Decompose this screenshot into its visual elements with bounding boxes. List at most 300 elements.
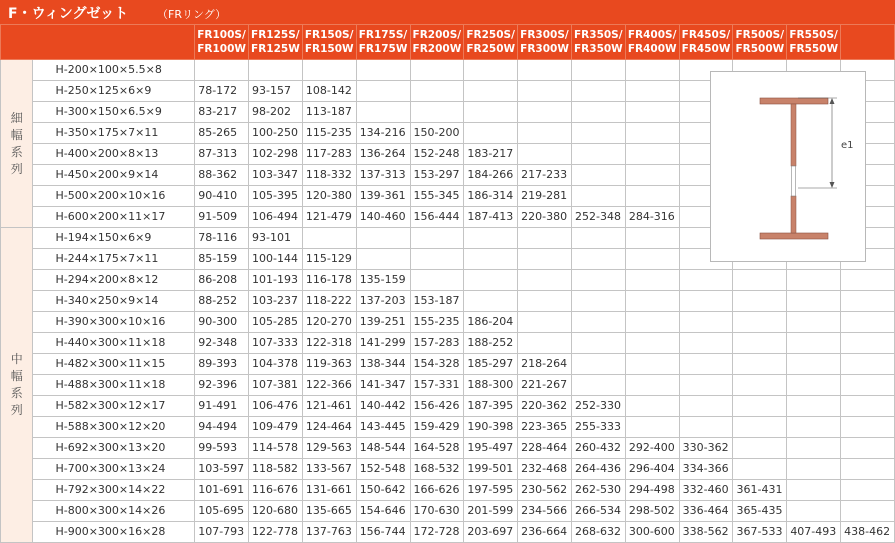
range-cell: 185-297 [464,354,518,375]
range-cell: 184-266 [464,165,518,186]
range-cell [518,312,572,333]
range-cell [518,291,572,312]
table-row [1,501,895,522]
range-cell: 120-680 [249,501,303,522]
range-cell [787,417,841,438]
range-cell: 268-632 [572,522,626,543]
range-cell [518,270,572,291]
range-cell: 101-193 [249,270,303,291]
range-cell [787,333,841,354]
range-cell [195,60,249,81]
column-header-line-1: FR450S/ [681,29,731,41]
range-cell [464,291,518,312]
range-cell: 88-252 [195,291,249,312]
range-cell: 156-444 [410,207,464,228]
range-cell: 170-630 [410,501,464,522]
range-cell: 86-208 [195,270,249,291]
range-cell: 187-413 [464,207,518,228]
range-cell [572,60,626,81]
column-header-line-2: FR550W [789,43,839,55]
range-cell [410,81,464,102]
range-cell [841,438,895,459]
beam-size-cell: H-900×300×16×28 [33,522,195,543]
range-cell [841,291,895,312]
range-cell: 152-248 [410,144,464,165]
range-cell: 217-233 [518,165,572,186]
column-header-line-1: FR175S/ [358,29,408,41]
range-cell [625,270,679,291]
range-cell [787,354,841,375]
range-cell: 115-235 [302,123,356,144]
range-cell [572,228,626,249]
range-cell [625,186,679,207]
range-cell: 262-530 [572,480,626,501]
range-cell [518,249,572,270]
range-cell [625,81,679,102]
range-cell: 118-582 [249,459,303,480]
beam-size-cell: H-482×300×11×15 [33,354,195,375]
range-cell: 220-380 [518,207,572,228]
range-cell [464,228,518,249]
group-label-char: 幅 [10,127,23,142]
range-cell: 141-299 [356,333,410,354]
range-cell: 264-436 [572,459,626,480]
group-label-char: 列 [10,161,23,176]
range-cell: 143-445 [356,417,410,438]
column-header [679,25,733,60]
column-header-line-1: FR350S/ [574,29,623,41]
range-cell [518,60,572,81]
range-cell [787,501,841,522]
range-cell: 407-493 [787,522,841,543]
range-cell: 113-187 [302,102,356,123]
range-cell: 118-332 [302,165,356,186]
range-cell: 300-600 [625,522,679,543]
range-cell: 166-626 [410,480,464,501]
table-row [1,291,895,312]
range-cell: 197-595 [464,480,518,501]
range-cell: 116-178 [302,270,356,291]
range-cell [572,81,626,102]
range-cell [787,312,841,333]
range-cell: 336-464 [679,501,733,522]
range-cell [410,228,464,249]
range-cell [572,186,626,207]
range-cell: 92-396 [195,375,249,396]
range-cell: 134-216 [356,123,410,144]
range-cell: 190-398 [464,417,518,438]
range-cell: 155-235 [410,312,464,333]
range-cell: 118-222 [302,291,356,312]
range-cell [679,354,733,375]
range-cell [841,417,895,438]
range-cell: 438-462 [841,522,895,543]
range-cell: 100-250 [249,123,303,144]
range-cell: 121-461 [302,396,356,417]
range-cell: 137-313 [356,165,410,186]
range-cell: 186-314 [464,186,518,207]
range-cell: 90-300 [195,312,249,333]
beam-size-cell: H-692×300×13×20 [33,438,195,459]
range-cell: 131-661 [302,480,356,501]
range-cell: 266-534 [572,501,626,522]
table-row [1,522,895,543]
range-cell: 228-464 [518,438,572,459]
range-cell: 122-366 [302,375,356,396]
range-cell: 255-333 [572,417,626,438]
range-cell: 102-298 [249,144,303,165]
h-beam-figure [710,71,866,262]
range-cell [679,375,733,396]
range-cell [733,291,787,312]
range-cell [518,333,572,354]
range-cell: 106-494 [249,207,303,228]
range-cell: 154-646 [356,501,410,522]
range-cell: 218-264 [518,354,572,375]
range-cell [625,417,679,438]
arrow-down [830,182,835,188]
range-cell: 203-697 [464,522,518,543]
range-cell: 223-365 [518,417,572,438]
beam-size-cell: H-450×200×9×14 [33,165,195,186]
top-flange [760,98,828,104]
range-cell: 78-172 [195,81,249,102]
web-lower [791,196,796,233]
column-header-line-1: FR250S/ [466,29,515,41]
range-cell [572,102,626,123]
range-cell: 152-548 [356,459,410,480]
range-cell: 90-410 [195,186,249,207]
range-cell [733,270,787,291]
range-cell: 332-460 [679,480,733,501]
range-cell [572,249,626,270]
column-header-line-2: FR400W [627,43,677,55]
column-header-line-1: FR500S/ [735,29,785,41]
range-cell: 139-251 [356,312,410,333]
range-cell: 157-331 [410,375,464,396]
range-cell [625,291,679,312]
range-cell: 133-567 [302,459,356,480]
range-cell [625,60,679,81]
column-header-line-2: FR350W [574,43,623,55]
column-header [518,25,572,60]
range-cell: 252-348 [572,207,626,228]
table-row [1,459,895,480]
range-cell: 201-599 [464,501,518,522]
range-cell [572,312,626,333]
range-cell: 117-283 [302,144,356,165]
range-cell [841,375,895,396]
range-cell: 330-362 [679,438,733,459]
table-row [1,417,895,438]
table-row [1,438,895,459]
beam-size-cell: H-440×300×11×18 [33,333,195,354]
group-label-char: 中 [10,352,23,366]
bottom-flange [760,233,828,239]
range-cell: 159-429 [410,417,464,438]
range-cell: 284-316 [625,207,679,228]
column-header [410,25,464,60]
range-cell [464,60,518,81]
range-cell [841,312,895,333]
beam-size-cell: H-244×175×7×11 [33,249,195,270]
range-cell [410,249,464,270]
beam-size-cell: H-800×300×14×26 [33,501,195,522]
range-cell: 187-395 [464,396,518,417]
table-row [1,354,895,375]
title-bar [0,0,895,24]
range-cell: 296-404 [625,459,679,480]
column-header [841,25,895,60]
beam-size-cell: H-300×150×6.5×9 [33,102,195,123]
column-header-line-2: FR250W [466,43,516,55]
range-cell [625,165,679,186]
range-cell: 106-476 [249,396,303,417]
range-cell [572,375,626,396]
range-cell: 140-460 [356,207,410,228]
range-cell: 119-363 [302,354,356,375]
range-cell [679,396,733,417]
column-header-line-1: FR200S/ [412,29,462,41]
range-cell: 186-204 [464,312,518,333]
beam-size-cell: H-600×200×11×17 [33,207,195,228]
range-cell [625,396,679,417]
range-cell: 93-101 [249,228,303,249]
range-cell: 124-464 [302,417,356,438]
range-cell [733,459,787,480]
range-cell [625,333,679,354]
range-cell: 252-330 [572,396,626,417]
range-cell [464,81,518,102]
range-cell: 154-328 [410,354,464,375]
range-cell [410,102,464,123]
range-cell: 88-362 [195,165,249,186]
range-cell: 294-498 [625,480,679,501]
range-cell [625,102,679,123]
range-cell: 103-597 [195,459,249,480]
range-cell [679,270,733,291]
range-cell [572,144,626,165]
range-cell: 172-728 [410,522,464,543]
range-cell [572,165,626,186]
dimension-label: e1 [841,140,854,151]
range-cell: 195-497 [464,438,518,459]
beam-size-cell: H-250×125×6×9 [33,81,195,102]
column-header [302,25,356,60]
range-cell: 150-642 [356,480,410,501]
column-header-line-1: FR125S/ [251,29,300,41]
range-cell: 120-270 [302,312,356,333]
column-header-line-2: FR450W [681,43,731,55]
table-row [1,375,895,396]
range-cell [518,123,572,144]
group-label [1,60,33,228]
range-cell: 338-562 [679,522,733,543]
table-row [1,270,895,291]
range-cell: 199-501 [464,459,518,480]
range-cell [787,396,841,417]
range-cell [356,228,410,249]
range-cell [787,291,841,312]
range-cell: 87-313 [195,144,249,165]
range-cell [841,459,895,480]
group-label-char: 細 [10,110,23,125]
range-cell [733,438,787,459]
column-header-line-2: FR125W [251,43,300,55]
range-cell [518,228,572,249]
range-cell [625,312,679,333]
group-label [1,228,33,543]
range-cell [733,396,787,417]
range-cell: 138-344 [356,354,410,375]
group-label-char: 幅 [10,369,23,383]
range-cell [787,375,841,396]
range-cell: 109-479 [249,417,303,438]
range-cell: 168-532 [410,459,464,480]
range-cell: 129-563 [302,438,356,459]
range-cell: 121-479 [302,207,356,228]
range-cell: 221-267 [518,375,572,396]
column-header-line-1: FR300S/ [520,29,569,41]
range-cell [572,291,626,312]
range-cell: 155-345 [410,186,464,207]
range-cell: 85-265 [195,123,249,144]
range-cell: 108-142 [302,81,356,102]
column-header-line-2: FR300W [520,43,569,55]
range-cell [625,375,679,396]
beam-size-cell: H-488×300×11×18 [33,375,195,396]
range-cell: 232-468 [518,459,572,480]
range-cell [518,144,572,165]
range-cell: 148-544 [356,438,410,459]
range-cell: 135-159 [356,270,410,291]
column-header-line-2: FR500W [735,43,785,55]
range-cell: 99-593 [195,438,249,459]
range-cell: 103-237 [249,291,303,312]
range-cell: 164-528 [410,438,464,459]
range-cell: 105-285 [249,312,303,333]
range-cell [572,270,626,291]
group-label-char: 系 [10,386,23,400]
range-cell [464,123,518,144]
range-cell: 236-664 [518,522,572,543]
range-cell: 140-442 [356,396,410,417]
range-cell [410,60,464,81]
range-cell: 188-300 [464,375,518,396]
range-cell: 361-431 [733,480,787,501]
range-cell: 104-378 [249,354,303,375]
range-cell: 83-217 [195,102,249,123]
range-cell [625,144,679,165]
range-cell: 91-509 [195,207,249,228]
range-cell: 157-283 [410,333,464,354]
range-cell [356,102,410,123]
range-cell: 107-333 [249,333,303,354]
range-cell [249,60,303,81]
group-label-char: 系 [10,144,23,159]
range-cell [733,375,787,396]
beam-size-cell: H-350×175×7×11 [33,123,195,144]
range-cell [518,102,572,123]
range-cell: 78-116 [195,228,249,249]
column-header-line-1: FR400S/ [627,29,677,41]
range-cell: 85-159 [195,249,249,270]
range-cell [625,123,679,144]
range-cell [464,102,518,123]
column-header [464,25,518,60]
range-cell [356,81,410,102]
range-cell [787,480,841,501]
column-header-line-2: FR100W [197,43,246,55]
beam-size-cell: H-500×200×10×16 [33,186,195,207]
column-header [625,25,679,60]
range-cell [733,354,787,375]
beam-size-cell: H-588×300×12×20 [33,417,195,438]
range-cell [679,312,733,333]
table-row [1,312,895,333]
range-cell: 105-695 [195,501,249,522]
range-cell [787,438,841,459]
range-cell [787,459,841,480]
beam-size-cell: H-390×300×10×16 [33,312,195,333]
beam-size-cell: H-400×200×8×13 [33,144,195,165]
page-title: F・ウィングゼット [8,6,129,22]
beam-size-cell: H-200×100×5.5×8 [33,60,195,81]
range-cell [679,291,733,312]
range-cell: 183-217 [464,144,518,165]
range-cell: 98-202 [249,102,303,123]
table-row [1,396,895,417]
range-cell [841,396,895,417]
range-cell: 188-252 [464,333,518,354]
column-header-line-2: FR200W [412,43,462,55]
column-header [572,25,626,60]
column-header [356,25,410,60]
arrow-up [830,98,835,104]
range-cell: 230-562 [518,480,572,501]
range-cell [733,312,787,333]
range-cell: 92-348 [195,333,249,354]
range-cell: 91-491 [195,396,249,417]
range-cell [518,81,572,102]
column-header-line-2: FR175W [358,43,408,55]
beam-size-cell: H-340×250×9×14 [33,291,195,312]
range-cell [733,417,787,438]
range-cell: 150-200 [410,123,464,144]
range-cell: 105-395 [249,186,303,207]
range-cell: 122-318 [302,333,356,354]
range-cell: 137-203 [356,291,410,312]
range-cell [841,270,895,291]
range-cell: 234-566 [518,501,572,522]
column-header [733,25,787,60]
range-cell: 136-264 [356,144,410,165]
beam-size-cell: H-582×300×12×17 [33,396,195,417]
group-label-char: 列 [10,403,23,417]
range-cell [464,270,518,291]
beam-size-cell: H-700×300×13×24 [33,459,195,480]
range-cell: 115-129 [302,249,356,270]
range-cell: 122-778 [249,522,303,543]
range-cell [841,501,895,522]
range-cell: 89-393 [195,354,249,375]
range-cell: 156-426 [410,396,464,417]
range-cell [841,333,895,354]
range-cell [572,333,626,354]
range-cell: 107-381 [249,375,303,396]
range-cell [572,123,626,144]
range-cell [625,228,679,249]
